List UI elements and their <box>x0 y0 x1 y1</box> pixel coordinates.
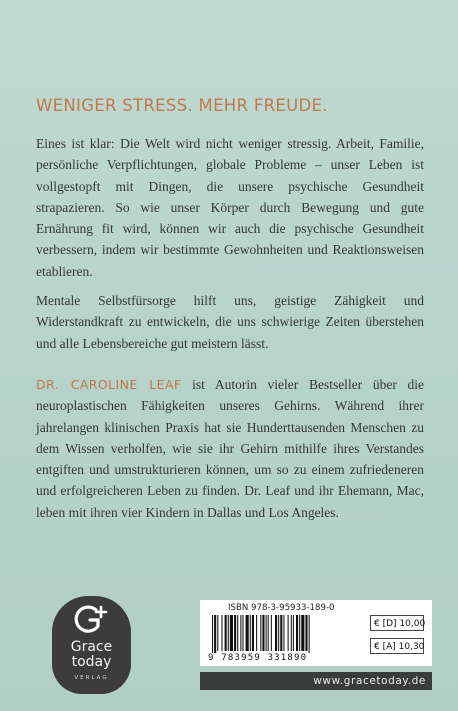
barcode-bar <box>246 615 249 651</box>
barcode-bar <box>266 615 267 651</box>
barcode-bar <box>293 615 294 651</box>
barcode-bars <box>208 615 364 653</box>
barcode-bar <box>301 615 304 651</box>
author-bio: ist Autorin vieler Bestseller über die neuroplastischen Fähigkeiten unseres Gehirns. Während ihrer jahrelangen klinischen Praxis hat sie Hunderttausenden Menschen zu dem Wissen verholfen, wie sie ihr Gehirn mithilfe ihres Verstandes entgiften und umstrukturieren können, um so zu einem zufriedeneren und erfolgreicheren Leben zu finden. Dr. Leaf und ihr Ehemann, Mac, leben mit ihren vier Kindern in Dallas und Los Angeles. <box>36 377 425 520</box>
barcode-bar <box>305 615 307 651</box>
barcode-bar <box>283 615 284 651</box>
barcode-bar <box>291 615 292 651</box>
website-url: www.gracetoday.de <box>313 675 426 687</box>
barcode-bar <box>225 615 227 651</box>
publisher-name-line1: Grace <box>70 639 113 655</box>
barcode-bar <box>278 615 279 651</box>
barcode-bar <box>228 615 229 651</box>
barcode-panel <box>200 600 432 666</box>
website-bar <box>200 672 432 690</box>
barcode-digits: 9 783959 331890 <box>208 653 308 663</box>
barcode-bar <box>234 615 236 651</box>
barcode-bar <box>288 615 289 651</box>
barcode-bar <box>221 615 222 651</box>
headline: WENIGER STRESS. MEHR FREUDE. <box>36 96 328 115</box>
barcode-bar <box>262 615 264 651</box>
barcode-bar <box>212 615 213 653</box>
barcode-bar <box>242 615 243 651</box>
publisher-logo <box>52 596 131 694</box>
isbn-label: ISBN 978-3-95933-189-0 <box>228 603 335 613</box>
barcode-bar <box>217 615 218 651</box>
grace-g-icon <box>74 604 110 636</box>
barcode-bar <box>268 615 269 651</box>
barcode-bar <box>252 615 254 651</box>
barcode-bar <box>256 615 257 651</box>
barcode-bar <box>296 615 298 651</box>
price-austria: € [A] 10,30 <box>370 638 424 654</box>
barcode-bar <box>237 615 238 651</box>
barcode-bar <box>299 615 300 651</box>
intro-paragraph: Eines ist klar: Die Welt wird nicht weniger stressig. Arbeit, Familie, persönliche Verpflichtungen, globale Probleme – unser Leben ist vollgestopft mit Dingen, die unsere psychische Gesundheit strapazieren. So wie unser Körper durch Bewegung und gute Ernährung fit wird, können wir auch die psychische Gesundheit verbessern, indem wir bestimmte Gewohnheiten und Reaktionsweisen etablieren. <box>36 136 424 279</box>
publisher-name-line2: today <box>71 654 112 670</box>
barcode-bar <box>309 615 310 653</box>
barcode-bar <box>250 615 251 651</box>
barcode-bar <box>214 615 216 653</box>
barcode-bar <box>280 615 282 651</box>
barcode-bar <box>271 615 272 651</box>
publisher-name <box>52 640 131 670</box>
barcode-bar <box>275 615 277 651</box>
publisher-sub: VERLAG <box>74 675 109 681</box>
author-name: DR. CAROLINE LEAF <box>36 377 182 392</box>
barcode-bar <box>240 615 241 651</box>
author-paragraph <box>36 374 424 523</box>
barcode-bar <box>260 615 261 651</box>
price-germany: € [D] 10,00 <box>370 615 424 631</box>
self-care-paragraph: Mentale Selbstfürsorge hilft uns, geistige Zähigkeit und Widerstandkraft zu entwickeln, die uns schwierige Zeiten überstehen und alle Lebensbereiche gut meistern lässt. <box>36 293 424 351</box>
barcode-bar <box>230 615 233 651</box>
